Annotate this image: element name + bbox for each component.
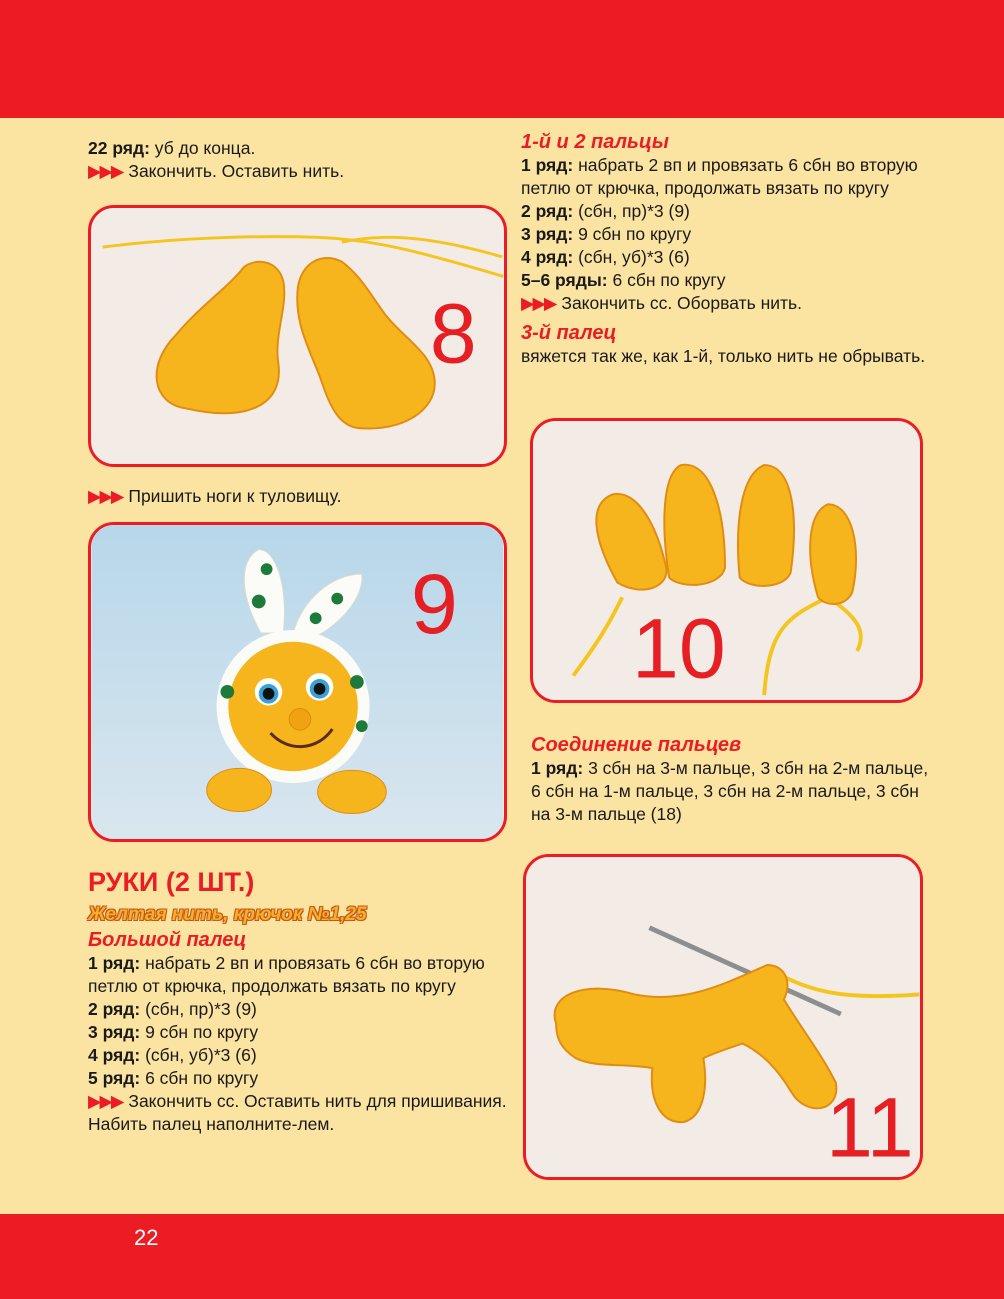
photo-number-10: 10 [632, 601, 726, 696]
row-text: (сбн, уб)*3 (6) [573, 247, 690, 267]
row-text: (сбн, уб)*3 (6) [140, 1045, 257, 1065]
row-text: набрать 2 вп и провязать 6 сбн во вторую петлю от крючка, продолжать вязать по кругу [88, 953, 485, 996]
fingers-1-2-block [521, 130, 941, 368]
row-label: 1 ряд: [531, 758, 584, 778]
sew-legs-note [88, 485, 488, 508]
photo-number-8: 8 [429, 286, 477, 381]
photo-fingers [530, 418, 923, 703]
row-text: 9 сбн по кругу [140, 1022, 259, 1042]
finish-text: Закончить сс. Оборвать нить. [561, 293, 803, 313]
row-text: 6 сбн по кругу [140, 1068, 259, 1088]
photo-number-11: 11 [826, 1080, 914, 1175]
row-text: (сбн, пр)*3 (9) [140, 999, 257, 1019]
arrows-icon: ▶▶▶ [88, 486, 123, 506]
row22-block [88, 137, 488, 183]
row-text: 6 сбн по кругу [607, 270, 726, 290]
row-label: 5 ряд: [88, 1068, 141, 1088]
row-label: 4 ряд: [88, 1045, 141, 1065]
page-number: 22 [134, 1225, 159, 1250]
top-red-band [0, 0, 1004, 118]
arrows-icon: ▶▶▶ [88, 161, 123, 181]
arms-block [88, 866, 508, 1136]
row-label: 22 ряд: [88, 138, 150, 158]
finish-text: Закончить. Оставить нить. [128, 161, 345, 181]
row-label: 1 ряд: [88, 953, 141, 973]
finger3-text: вяжется так же, как 1-й, только нить не обрывать. [521, 346, 926, 366]
row-label: 3 ряд: [521, 224, 574, 244]
finish-text: Закончить сс. Оставить нить для пришивания. Набить палец наполните-лем. [88, 1091, 507, 1134]
photo-hand [523, 854, 923, 1180]
section-title: Соединение пальцев [531, 734, 742, 756]
row-label: 2 ряд: [88, 999, 141, 1019]
row-text: уб до конца. [149, 138, 256, 158]
toy-image [91, 525, 504, 839]
row-label: 4 ряд: [521, 247, 574, 267]
arrows-icon: ▶▶▶ [88, 1091, 123, 1111]
section-title: Большой палец [88, 929, 247, 951]
fingers-image [533, 421, 920, 700]
row-text: (сбн, пр)*3 (9) [573, 201, 690, 221]
section-title: 1-й и 2 пальцы [521, 131, 669, 153]
row-text: 3 сбн на 3-м пальце, 3 сбн на 2-м пальце, 6 сбн на 1-м пальце, 3 сбн на 2-м пальце, 3 сбн на 3-м пальце (18) [531, 758, 929, 824]
photo-toy [88, 522, 507, 842]
sew-legs-text: Пришить ноги к туловищу. [128, 486, 342, 506]
row-label: 3 ряд: [88, 1022, 141, 1042]
arms-heading: РУКИ (2 ШТ.) [88, 867, 255, 897]
photo-number-9: 9 [410, 556, 458, 651]
photo-legs [88, 205, 507, 467]
arrows-icon: ▶▶▶ [521, 293, 556, 313]
hand-image [526, 857, 920, 1177]
section-title: 3-й палец [521, 322, 617, 344]
row-label: 1 ряд: [521, 155, 574, 175]
yarn-spec: Желтая нить, крючок №1,25 [88, 904, 367, 925]
row-label: 2 ряд: [521, 201, 574, 221]
join-block [531, 733, 931, 826]
row-text: набрать 2 вп и провязать 6 сбн во вторую петлю от крючка, продолжать вязать по кругу [521, 155, 918, 198]
legs-image [91, 208, 504, 464]
row-text: 9 сбн по кругу [573, 224, 692, 244]
row-label: 5–6 ряды: [521, 270, 608, 290]
